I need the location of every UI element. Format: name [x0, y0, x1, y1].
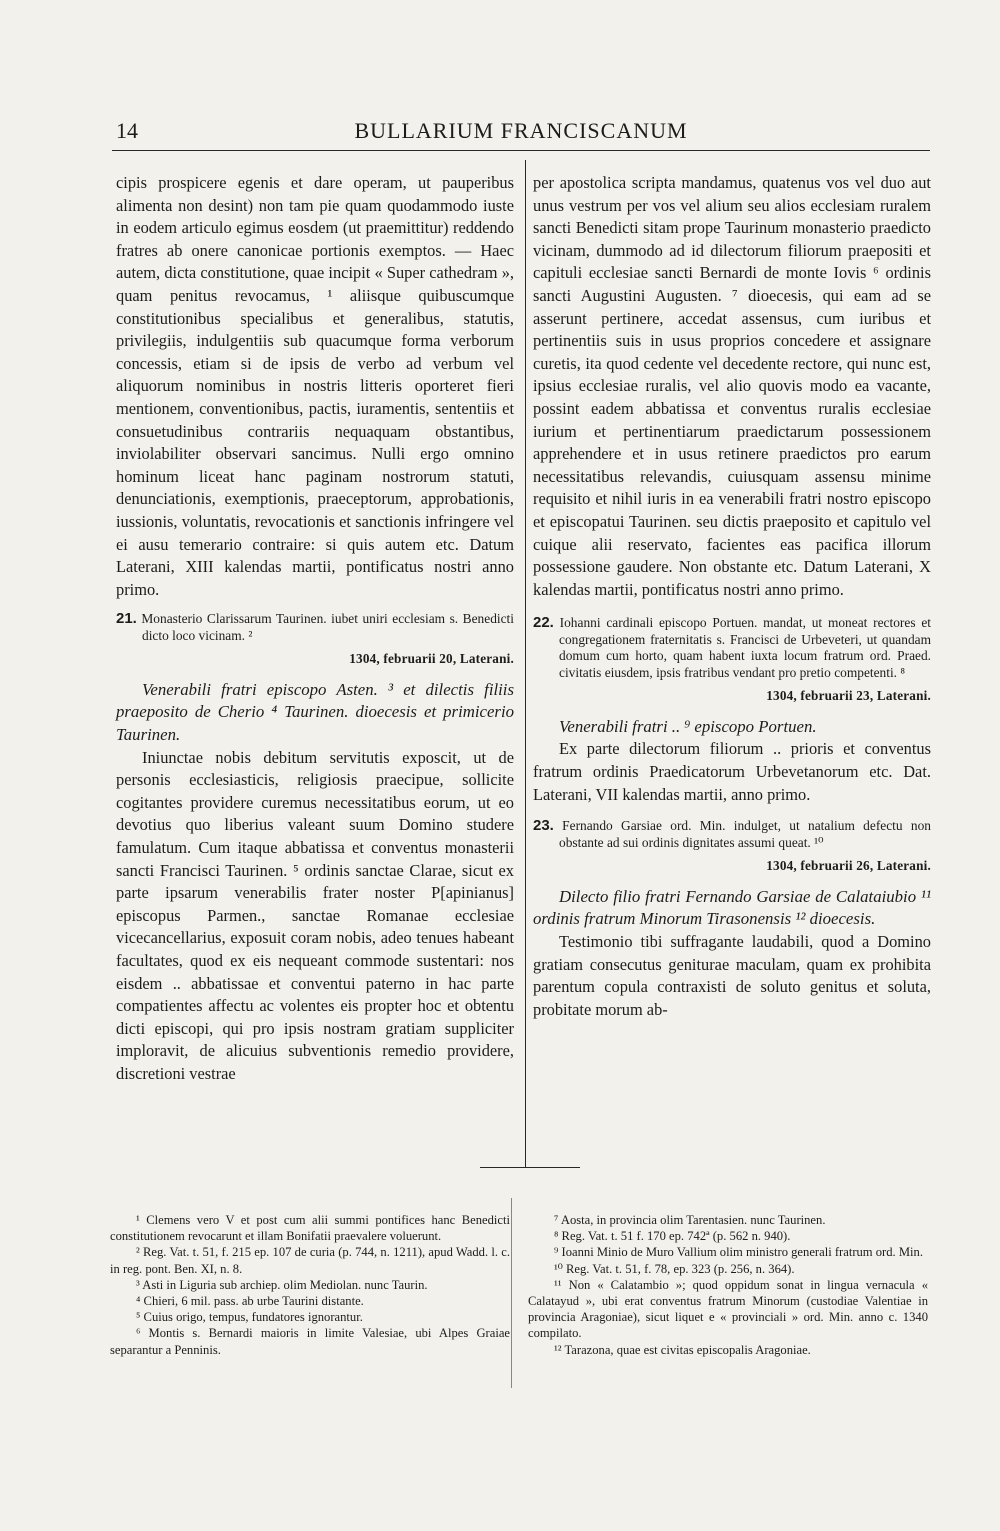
regest-date: 1304, februarii 23, Laterani.: [766, 688, 931, 704]
regest-number: 22.: [533, 614, 554, 632]
regest-23: [533, 818, 931, 851]
left-para-continuation: cipis prospicere egenis et dare operam, ut pauperibus alimenta non desint) non tam pie quam quodammodo iuste in eodem articulo egimus eosdem (ut praemittitur) reddendo fratres ab onere canonicae portionis exemptos. — Haec autem, dicta constitutione, quae incipit « Super cathedram », quam penitus revocamus, ¹ aliisque quibuscumque constitutionibus specialibus et generalibus, statutis, privilegiis, indulgentiis sub quacumque forma verborum concessis, etiam si de ipsis de verbo ad verbum vel aliquorum nominibus in nostris litteris oporteret fieri mentionem, conventionibus, pactis, iuramentis, sententiis et consuetudinibus contrariis nequaquam obstantibus, inviolabiliter observari sancimus. Nulli ergo omnino hominum liceat hanc paginam nostrorum statuti, denunciationis, exemptionis, praeceptorum, approbationis, iussionis, voluntatis, revocationis et sanctionis infringere vel ei ausu temerario contraire: si quis autem etc. Datum Laterani, XIII kalendas martii, pontificatus nostri anno primo.: [116, 173, 514, 599]
regest-summary: Monasterio Clarissarum Taurinen. iubet uniri ecclesiam s. Benedicti dicto loco vicinam. ²: [141, 611, 514, 643]
footnote-divider: [511, 1198, 512, 1388]
regest-date: 1304, februarii 20, Laterani.: [349, 651, 514, 667]
footnote: ⁶ Montis s. Bernardi maioris in limite Valesiae, ubi Alpes Graiae separantur a Penninis.: [110, 1326, 510, 1357]
letter-body: Iniunctae nobis debitum servitutis exposcit, ut de personis ecclesiasticis, religiosis praecipue, sollicite cogitantes providere curemus necessitatibus eorum, ut eo devotius quo liberius valeant suum Domino studere famulatum. Cum itaque abbatissa et conventus monasterii sancti Francisci Taurinen. ⁵ ordinis sanctae Clarae, sicut ex parte ipsarum venerabilis frater noster P[apinianus] episcopus Parmen., sanctae Romanae ecclesiae vicecancellarius, exposuit coram nobis, adeo tenues habeant facultates, quod ex eis nequeant commode sustentari: nos eisdem .. abbatissae et conventui paterno in hac parte compatientes affectu ac volentes eis propter hoc et obtentu dicti episcopi, qui pro ipsis nostram gratiam suppliciter imploravit, de alicuius subventionis remedio providere, discretioni vestrae: [116, 747, 514, 1083]
footnote: ¹¹ Non « Calatambio »; quod oppidum sonat in lingua vernacula « Calatayud », ubi erat conventus fratrum Minorum (custodiae Valentiae in provincia Aragoniae), sicut liquet e « provinciali » ord. Min. anno c. 1340 compilato.: [528, 1277, 928, 1341]
footnotes-right: [528, 1212, 928, 1358]
letter-address: Venerabili fratri .. ⁹ episcopo Portuen.: [559, 716, 817, 736]
page-header: [112, 114, 930, 151]
footnote: ¹⁰ Reg. Vat. t. 51, f. 78, ep. 323 (p. 256, n. 364).: [554, 1261, 795, 1276]
footnote: ¹ Clemens vero V et post cum alii summi pontifices hanc Benedicti constitutionem revocarunt et illam Bonifatii praevalere voluerunt.: [110, 1213, 510, 1244]
footnotes-left: [110, 1212, 510, 1358]
regest-date: 1304, februarii 26, Laterani.: [766, 858, 931, 874]
regest-number: 21.: [116, 610, 137, 628]
text-end-rule: [480, 1167, 580, 1168]
footnote: ⁵ Cuius origo, tempus, fundatores ignorantur.: [136, 1310, 363, 1325]
letter-body: Ex parte dilectorum filiorum .. prioris et conventus fratrum ordinis Praedicatorum Urbevetanorum etc. Dat. Laterani, VII kalendas martii, anno primo.: [533, 739, 931, 804]
letter-address: Dilecto filio fratri Fernando Garsiae de Calataiubio ¹¹ ordinis fratrum Minorum Tirasonensis ¹² dioecesis.: [533, 886, 931, 929]
regest-summary: Iohanni cardinali episcopo Portuen. mandat, ut moneat rectores et congregationem fraternitatis s. Francisci de Urbeveteri, ut quandam domum cum horto, quam habent iuxta locum fratrum ord. Praed. civitatis eiusdem, ipsis fratribus vendant pro pretio competenti. ⁸: [559, 615, 931, 680]
letter-body: Testimonio tibi suffragante laudabili, quod a Domino gratiam consecutus geniturae maculam, quam ex prohibita parentum copula contraxisti de soluto genitus et soluta, probitate morum ab-: [533, 932, 931, 1019]
footnote: ⁷ Aosta, in provincia olim Tarentasien. nunc Taurinen.: [554, 1213, 826, 1227]
right-para-continuation: per apostolica scripta mandamus, quatenus vos vel duo aut unus vestrum per vos vel alium seu alios ecclesiam ruralem sancti Benedicti sitam prope Taurinum monasterio praedicto vicinam, dummodo ad id dilectorum filiorum praepositi et capituli ecclesiae sancti Bernardi de monte Iovis ⁶ ordinis sancti Augustini Augusten. ⁷ dioecesis, qui eam ad se asserunt pertinere, accedat assensus, cum iuribus et pertinentiis suis in usus proprios concedere et assignare curetis, ita quod cedente vel decedente rectore, qui nunc est, ipsius ecclesiae ruralis, vel alio quovis modo ea vacante, possint eadem abbatissa et conventus ruralis ecclesiae iurium et pertinentiarum praedictarum possessionem apprehendere et in usus retinere praedictos pro earum necessitatibus relevandis, cuiusquam assensu minime requisito et nihil iuris in ea venerabili fratri nostro episcopo et episcopatui Taurinen. seu dictis praeposito et capitulo vel cuique alii reservato, facientes eas pacifica illorum possessione gaudere. Non obstante etc. Datum Laterani, X kalendas martii, pontificatus nostri anno primo.: [533, 173, 931, 599]
footnote: ³ Asti in Liguria sub archiep. olim Mediolan. nunc Taurin.: [136, 1277, 428, 1292]
footnote: ⁸ Reg. Vat. t. 51 f. 170 ep. 742ª (p. 562 n. 940).: [554, 1229, 791, 1244]
right-column: [533, 172, 931, 1021]
regest-summary: Fernando Garsiae ord. Min. indulget, ut natalium defectu non obstante ad sui ordinis dignitates assumi queat. ¹⁰: [559, 818, 931, 850]
letter-address: Venerabili fratri episcopo Asten. ³ et dilectis filiis praeposito de Cherio ⁴ Taurinen. dioecesis et primicerio Taurinen.: [116, 679, 514, 745]
footnote: ⁴ Chieri, 6 mil. pass. ab urbe Taurini distante.: [136, 1294, 364, 1309]
footnote: ² Reg. Vat. t. 51, f. 215 ep. 107 de curia (p. 744, n. 1211), apud Wadd. l. c. in reg. pont. Ben. XI, n. 8.: [110, 1245, 510, 1276]
page-number: 14: [116, 118, 138, 143]
left-column: [116, 172, 514, 1086]
regest-21: [116, 611, 514, 644]
running-title: BULLARIUM FRANCISCANUM: [354, 118, 688, 143]
regest-22: [533, 615, 931, 681]
column-divider: [525, 160, 526, 1168]
regest-number: 23.: [533, 817, 554, 835]
footnote: ⁹ Ioanni Minio de Muro Vallium olim ministro generali fratrum ord. Min.: [554, 1245, 923, 1260]
footnote: ¹² Tarazona, quae est civitas episcopalis Aragoniae.: [554, 1342, 811, 1357]
